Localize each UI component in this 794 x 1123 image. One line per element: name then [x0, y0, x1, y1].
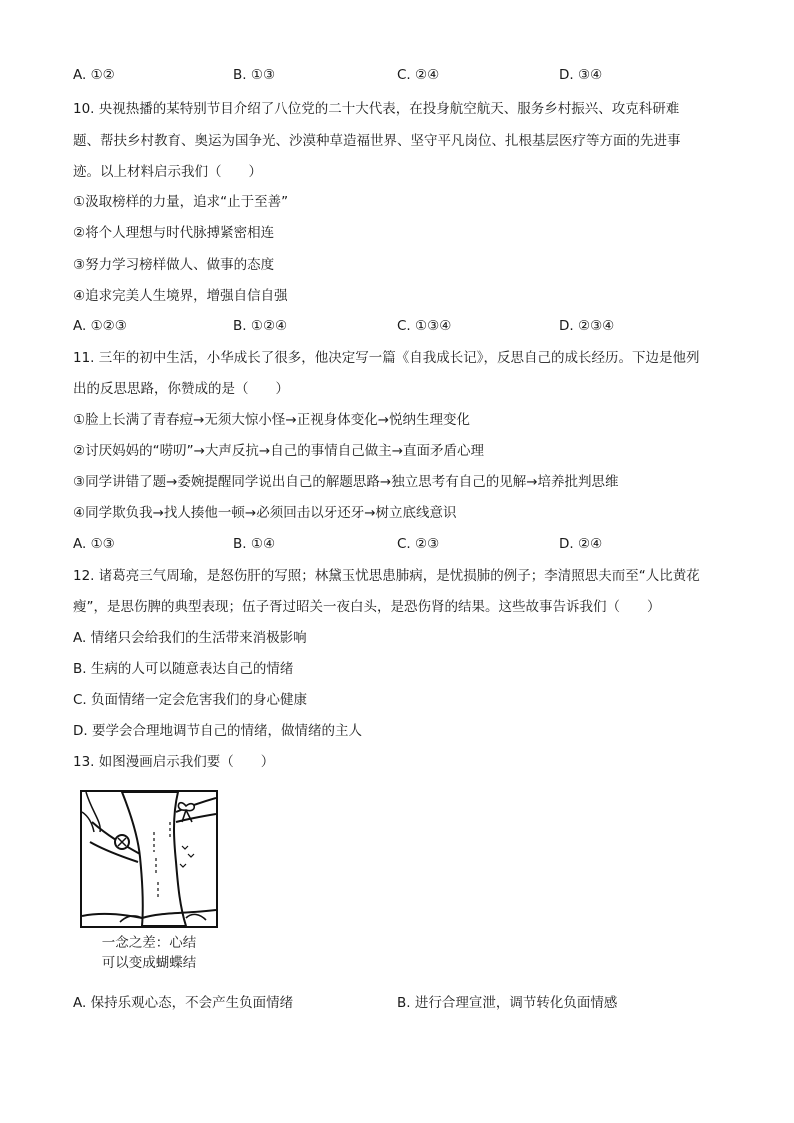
q10-stem-line-1: 10. 央视热播的某特别节目介绍了八位党的二十大代表，在投身航空航天、服务乡村振兴、攻克科研难 [73, 101, 680, 117]
q12-choice-c: C. 负面情绪一定会危害我们的身心健康 [73, 692, 308, 708]
q11-item-1: ①脸上长满了青春痘→无须大惊小怪→正视身体变化→悦纳生理变化 [73, 412, 471, 428]
q10-stem-line-2: 题、帮扶乡村教育、奥运为国争光、沙漠种草造福世界、坚守平凡岗位、扎根基层医疗等方面的先进事 [73, 133, 681, 149]
q13-option-b: B. 进行合理宣泄，调节转化负面情感 [397, 995, 618, 1011]
q11-option-d: D. ②④ [559, 536, 603, 552]
q11-stem-line-1: 11. 三年的初中生活，小华成长了很多，他决定写一篇《自我成长记》，反思自己的成长经历。下边是他列 [73, 350, 700, 366]
cartoon-caption-line-1: 一念之差：心结 [101, 935, 197, 951]
cartoon-caption-line-2: 可以变成蝴蝶结 [101, 955, 197, 971]
q10-options [73, 316, 733, 336]
q12-choice-d: D. 要学会合理地调节自己的情绪，做情绪的主人 [73, 723, 362, 739]
q10-item-4: ④追求完美人生境界，增强自信自强 [73, 288, 288, 304]
q10-item-3: ③努力学习榜样做人、做事的态度 [73, 257, 275, 273]
q13-options [73, 993, 733, 1013]
q10-option-c: C. ①③④ [397, 318, 452, 334]
q13-option-a: A. 保持乐观心态，不会产生负面情绪 [73, 995, 294, 1011]
q12-stem-line-2: 瘦”，是思伤脾的典型表现；伍子胥过昭关一夜白头，是恐伤肾的结果。这些故事告诉我们（ ） [73, 599, 661, 615]
q11-option-b: B. ①④ [233, 536, 276, 552]
q11-option-a: A. ①③ [73, 536, 115, 552]
q11-item-3: ③同学讲错了题→委婉提醒同学说出自己的解题思路→独立思考有自己的见解→培养批判思维 [73, 474, 619, 490]
q9-option-d: D. ③④ [559, 67, 603, 83]
q9-option-a: A. ①② [73, 67, 115, 83]
q10-item-2: ②将个人理想与时代脉搏紧密相连 [73, 225, 275, 241]
q11-item-4: ④同学欺负我→找人揍他一顿→必须回击以牙还牙→树立底线意识 [73, 505, 457, 521]
q12-choice-b: B. 生病的人可以随意表达自己的情绪 [73, 661, 294, 677]
q10-option-d: D. ②③④ [559, 318, 615, 334]
q9-option-c: C. ②④ [397, 67, 440, 83]
q10-option-b: B. ①②④ [233, 318, 288, 334]
cartoon-knot-to-bow-image [80, 790, 218, 928]
q12-choice-a: A. 情绪只会给我们的生活带来消极影响 [73, 630, 307, 646]
q11-item-2: ②讨厌妈妈的“唠叨”→大声反抗→自己的事情自己做主→直面矛盾心理 [73, 443, 485, 459]
q11-stem-line-2: 出的反思思路，你赞成的是（ ） [73, 381, 289, 397]
q11-options [73, 534, 733, 554]
q10-item-1: ①汲取榜样的力量，追求“止于至善” [73, 194, 289, 210]
q10-option-a: A. ①②③ [73, 318, 127, 334]
tree-knot-drawing [82, 792, 216, 926]
q10-stem-line-3: 迹。以上材料启示我们（ ） [73, 164, 262, 180]
q9-options [73, 65, 733, 85]
q12-stem-line-1: 12. 诸葛亮三气周瑜，是怒伤肝的写照；林黛玉忧思患肺病，是忧损肺的例子；李清照思夫而至“人比黄花 [73, 568, 700, 584]
q13-stem: 13. 如图漫画启示我们要（ ） [73, 754, 275, 770]
q11-option-c: C. ②③ [397, 536, 440, 552]
q9-option-b: B. ①③ [233, 67, 276, 83]
